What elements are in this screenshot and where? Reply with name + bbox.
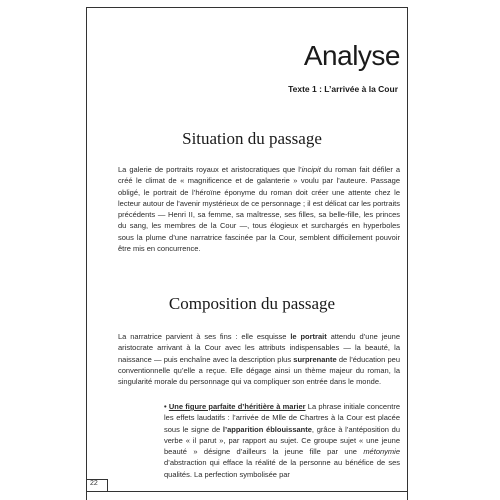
bold-term: le portrait xyxy=(290,332,327,341)
text-run: La galerie de portraits royaux et aristocratiques que l’ xyxy=(118,165,302,174)
text-run: du roman fait défiler a créé le climat de « magnificence et de galanterie » voulu par l’auteure. Passage obligé, le portrait de l’héroïne éponyme du roman doit créer une attente chez le lecteur autour de l’avenir mystérieux de ce personnage ; il est délicat car les portraits précédents — Henri II, sa femme, sa maîtresse, ses filles, sa belle-fille, les princes du sang, les membres de la Cour —, tous élogieux et surchargés en hyperboles sous la plume d’une narratrice fascinée par la Cour, semblent difficilement pouvoir être mis en concurrence. xyxy=(118,165,400,254)
text-run: d’abstraction qui efface la réalité de la personne au bénéfice de ses qualités. La perfection symbolisée par xyxy=(164,458,400,479)
page-number: 22 xyxy=(90,480,98,487)
section-heading-situation: Situation du passage xyxy=(182,129,322,148)
bold-term: surprenante xyxy=(293,354,337,364)
text-run: , grâce à l’antéposition du verbe « il parut », par rapport au sujet. Ce groupe sujet « une jeune beauté » désigne d’ailleurs la jeune fille par une xyxy=(164,424,400,457)
section-heading-composition: Composition du passage xyxy=(168,294,336,313)
text-subtitle: Texte 1 : L’arrivée à la Cour xyxy=(288,84,398,94)
italic-term: métonymie xyxy=(363,447,400,457)
text-run: La narratrice parvient à ses fins : elle esquisse xyxy=(118,332,291,341)
bullet-lead: Une figure parfaite d’héritière à marier xyxy=(168,402,306,411)
bullet-paragraph xyxy=(164,401,400,480)
bold-term: l’apparition éblouissante xyxy=(222,424,312,434)
text-run: de l’éducation peu conventionnelle qu’elle a reçue. Elle dégage ainsi un thème majeur du roman, la singularité morale du personnage qui va compliquer son entrée dans le monde. xyxy=(118,354,400,387)
paragraph-composition xyxy=(118,331,400,387)
bottom-rule xyxy=(86,491,408,492)
chapter-title: Analyse xyxy=(303,40,400,71)
italic-term: incipit xyxy=(301,165,321,174)
text-run: La phrase initiale concentre les effets laudatifs : l’arrivée de Mlle de Chartres à la Cour est placée sous le signe de xyxy=(164,402,400,434)
text-run: attendu d’une jeune aristocrate arrivant à la Cour avec les attributs indispensables — la beauté, la naissance — puis enchaîne avec la description plus xyxy=(118,332,401,364)
bullet-marker: • xyxy=(164,402,169,411)
paragraph-situation xyxy=(118,164,400,254)
